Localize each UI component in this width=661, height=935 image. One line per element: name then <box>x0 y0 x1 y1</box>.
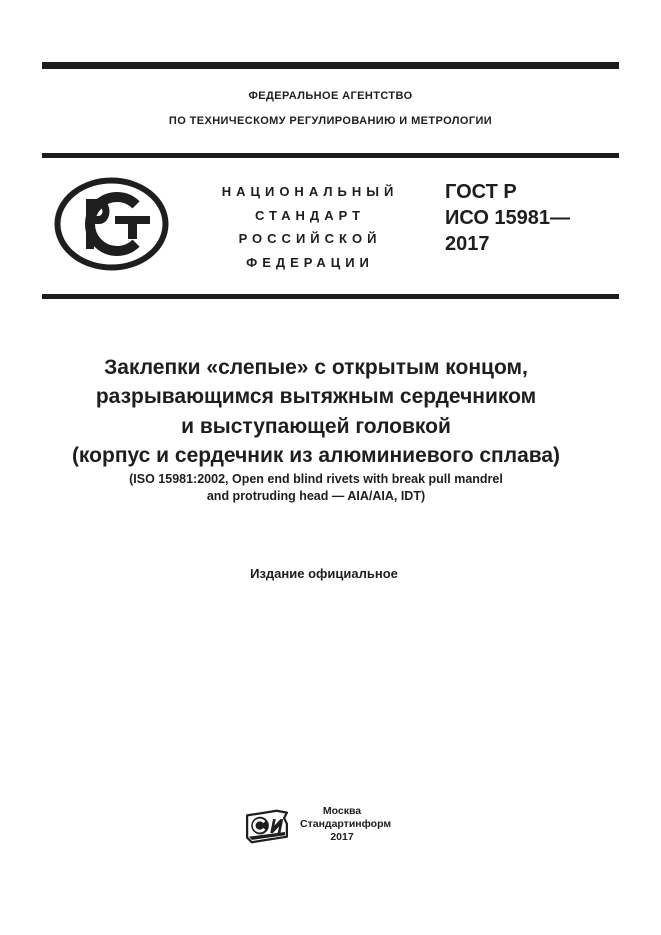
imprint-publisher: Стандартинформ <box>300 818 392 830</box>
top-rule-bar <box>42 62 619 69</box>
iso-reference-line: and protruding head — AIA/AIA, IDT) <box>206 489 426 503</box>
rst-mark-icon <box>53 177 170 271</box>
imprint-city: Москва <box>322 805 362 817</box>
title-line: Заклепки «слепые» с открытым концом, <box>104 356 528 379</box>
imprint-block <box>242 805 392 845</box>
standard-designation <box>445 179 570 257</box>
standard-kind-line: ФЕДЕРАЦИИ <box>246 254 374 270</box>
title-line: разрывающимся вытяжным сердечником <box>95 385 537 409</box>
header-divider-rule <box>42 153 619 158</box>
designation-line: ИСО 15981— <box>445 207 571 229</box>
designation-line: 2017 <box>445 233 490 255</box>
title-line: (корпус и сердечник из алюминиевого сплава) <box>71 443 561 467</box>
agency-name-line: ПО ТЕХНИЧЕСКОМУ РЕГУЛИРОВАНИЮ И МЕТРОЛОГИИ <box>168 115 493 127</box>
title-line: и выступающей головкой <box>181 414 451 438</box>
standard-kind-line: РОССИЙСКОЙ <box>238 231 382 246</box>
edition-note: Издание официальное <box>250 566 398 581</box>
section-divider-rule <box>42 294 619 299</box>
standard-kind-line: СТАНДАРТ <box>254 207 366 223</box>
imprint-text <box>300 805 392 844</box>
iso-reference-line: (ISO 15981:2002, Open end blind rivets with break pull mandrel <box>129 472 503 486</box>
imprint-year: 2017 <box>330 831 354 843</box>
designation-line: ГОСТ Р <box>445 181 517 203</box>
standard-kind-block <box>190 180 430 274</box>
document-title <box>42 353 590 470</box>
iso-reference <box>42 471 590 505</box>
agency-name-line: ФЕДЕРАЛЬНОЕ АГЕНТСТВО <box>248 90 413 102</box>
standard-kind-line: НАЦИОНАЛЬНЫЙ <box>221 184 399 199</box>
standartinform-logo-icon <box>242 808 292 845</box>
